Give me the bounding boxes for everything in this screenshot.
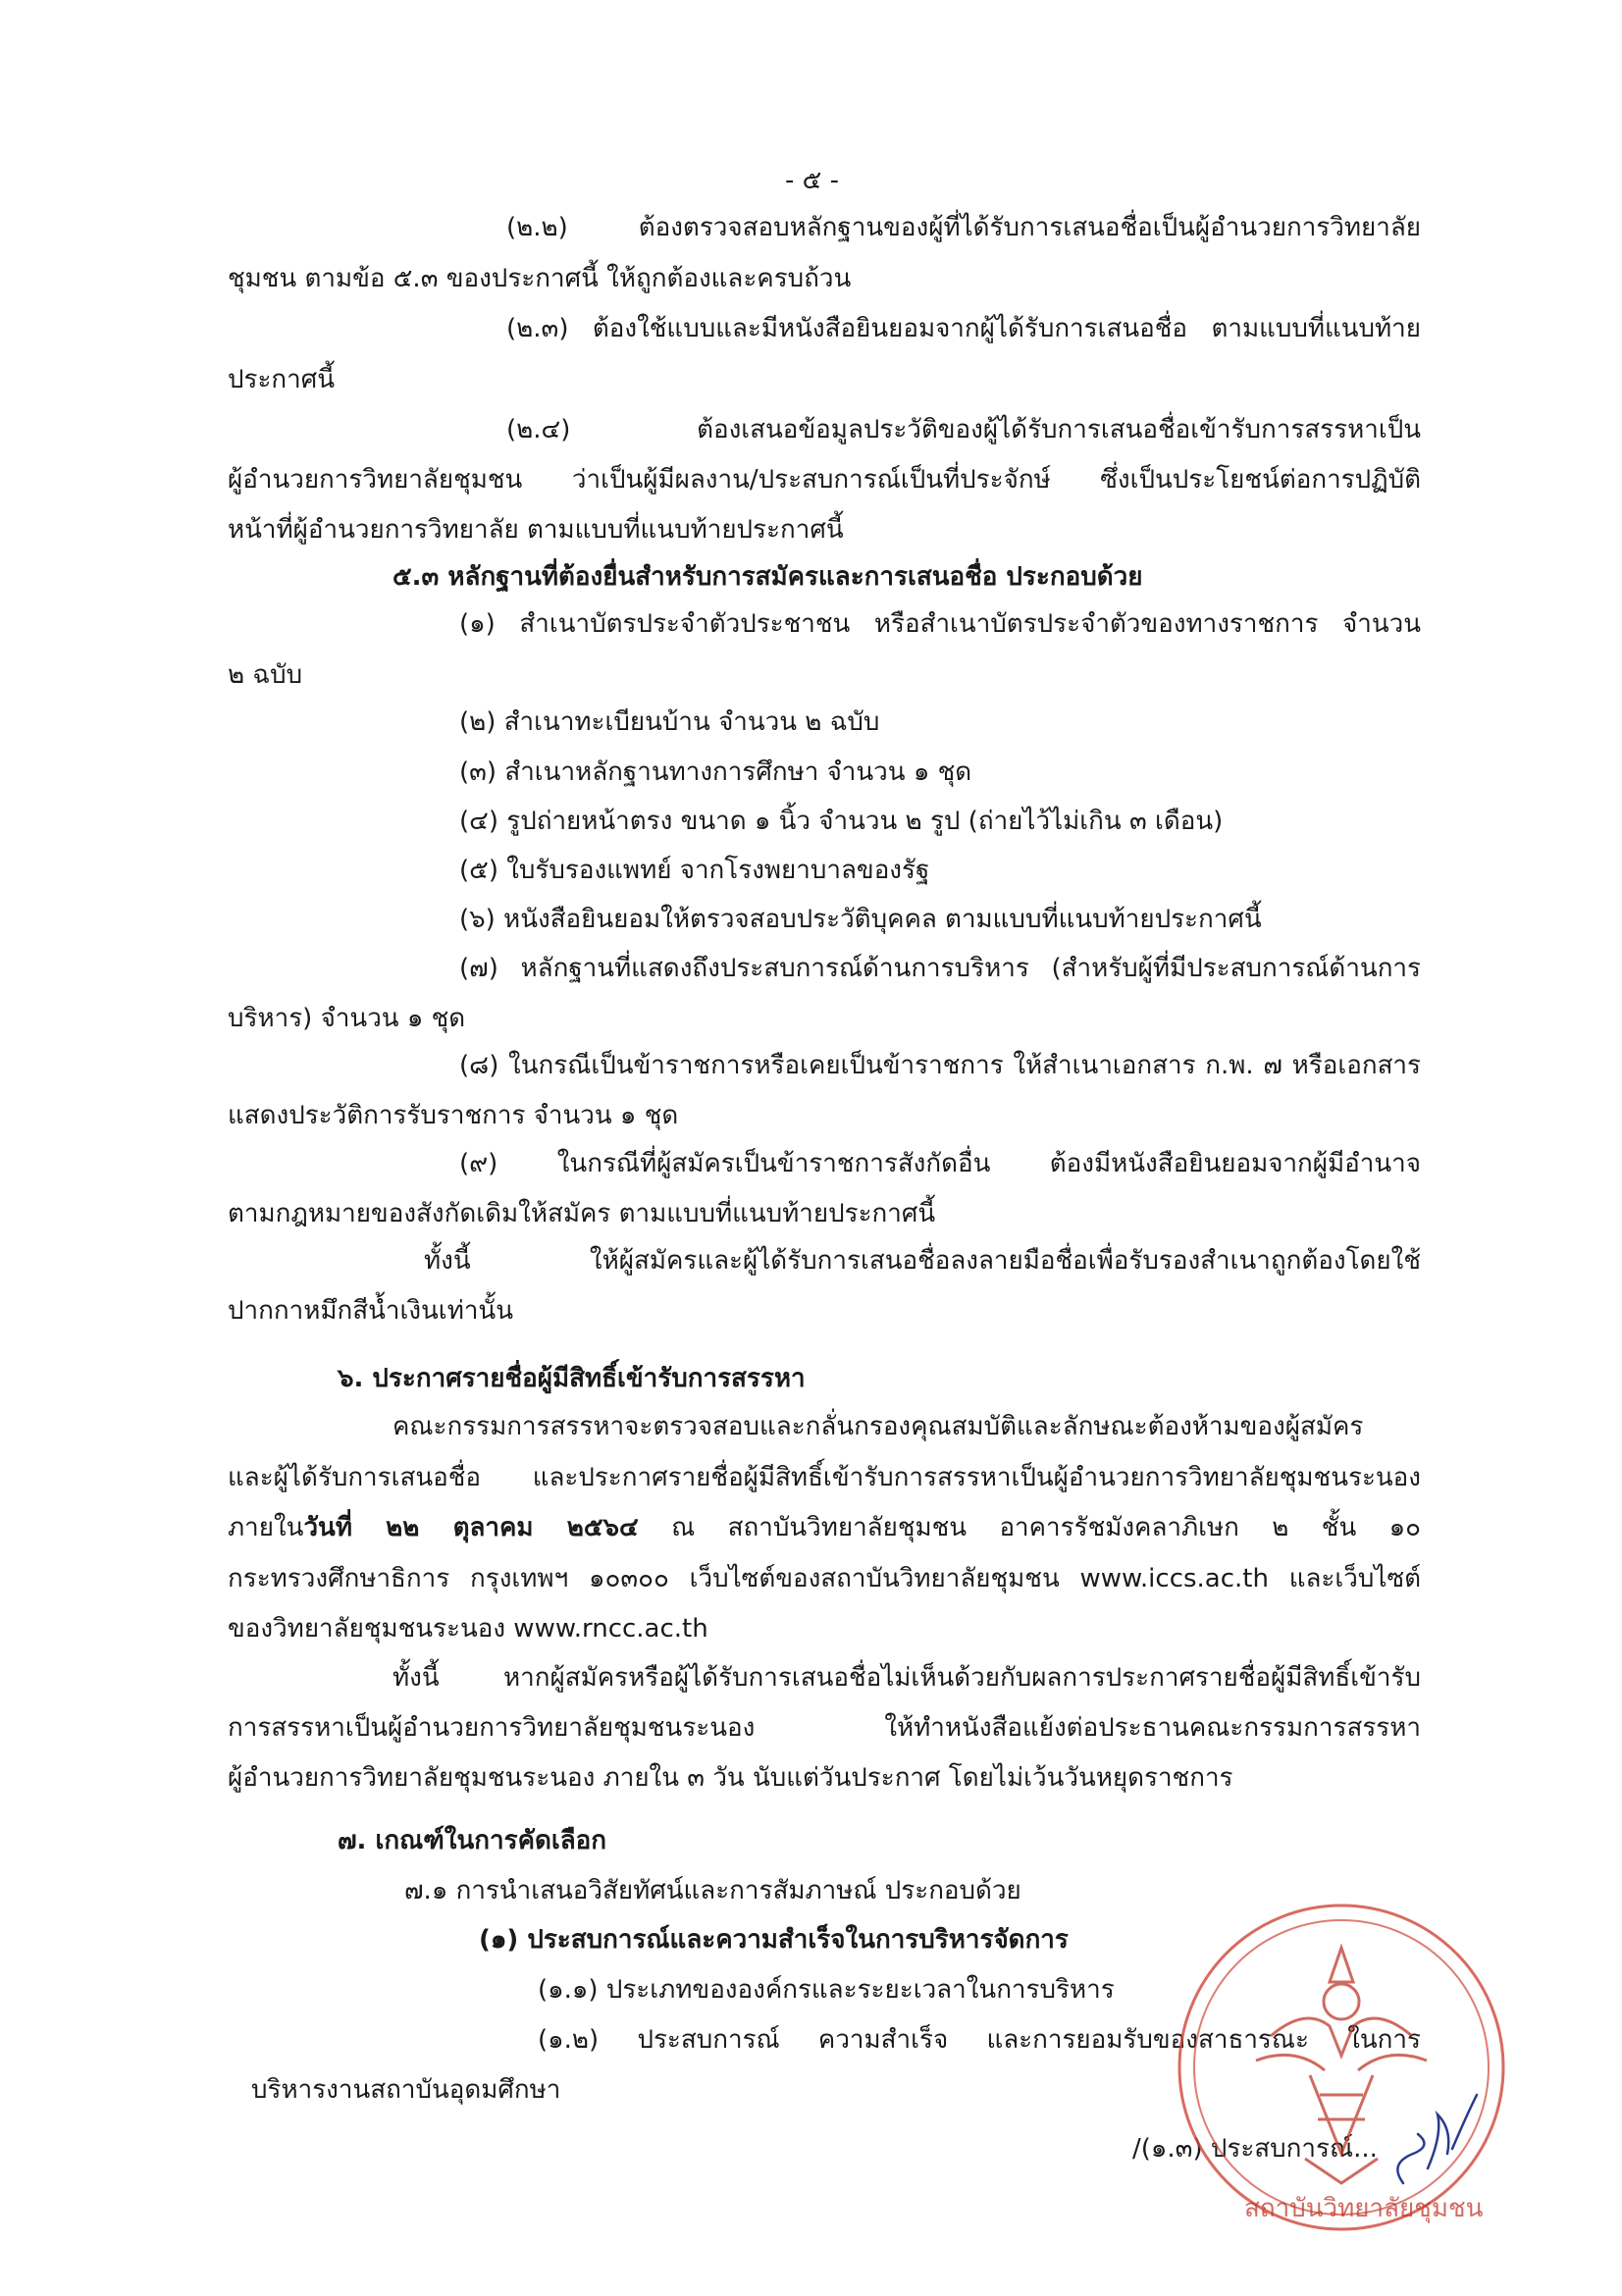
paragraph-line: (๒.๓) ต้องใช้แบบและมีหนังสือยินยอมจากผู้ได้รับการเสนอชื่อ ตามแบบที่แนบท้าย: [506, 314, 1421, 343]
list-item-continuation: แสดงประวัติการรับราชการ จำนวน ๑ ชุด: [228, 1101, 679, 1130]
paragraph-line: ของวิทยาลัยชุมชนระนอง www.rncc.ac.th: [228, 1614, 708, 1644]
list-item-continuation: ตามกฎหมายของสังกัดเดิมให้สมัคร ตามแบบที่แนบท้ายประกาศนี้: [228, 1199, 936, 1228]
text-run: ณ สถาบันวิทยาลัยชุมชน อาคารรัชมังคลาภิเษก ๒ ชั้น ๑๐: [638, 1513, 1421, 1542]
text-run: ภายใน: [228, 1513, 304, 1542]
paragraph-line: [228, 1508, 1421, 1547]
list-item: (๗) หลักฐานที่แสดงถึงประสบการณ์ด้านการบริหาร (สำหรับผู้ที่มีประสบการณ์ด้านการ: [459, 954, 1421, 983]
section-heading: ๖. ประกาศรายชื่อผู้มีสิทธิ์เข้ารับการสรรหา: [338, 1364, 806, 1393]
paragraph-line: หน้าที่ผู้อำนวยการวิทยาลัย ตามแบบที่แนบท้ายประกาศนี้: [228, 515, 844, 545]
paragraph-line: กระทรวงศึกษาธิการ กรุงเทพฯ ๑๐๓๐๐ เว็บไซต์ของสถาบันวิทยาลัยชุมชน www.iccs.ac.th และเว็บไซต์: [228, 1564, 1421, 1593]
paragraph-line: ผู้อำนวยการวิทยาลัยชุมชน ว่าเป็นผู้มีผลงาน/ประสบการณ์เป็นที่ประจักษ์ ซึ่งเป็นประโยชน์ต่อการปฏิบัติ: [228, 465, 1421, 495]
paragraph-line: (๒.๔) ต้องเสนอข้อมูลประวัติของผู้ได้รับการเสนอชื่อเข้ารับการสรรหาเป็น: [506, 415, 1421, 444]
paragraph-line: ปากกาหมึกสีน้ำเงินเท่านั้น: [228, 1296, 513, 1326]
list-item: (๙) ในกรณีที่ผู้สมัครเป็นข้าราชการสังกัดอื่น ต้องมีหนังสือยินยอมจากผู้มีอำนาจ: [459, 1149, 1421, 1178]
paragraph-line: ทั้งนี้ ให้ผู้สมัครและผู้ได้รับการเสนอชื่อลงลายมือชื่อเพื่อรับรองสำเนาถูกต้องโดยใช้: [424, 1246, 1421, 1276]
seal-label: สถาบันวิทยาลัยชุมชน: [1244, 2194, 1484, 2223]
list-item: (๑.๑) ประเภทขององค์กรและระยะเวลาในการบริหาร: [538, 1975, 1115, 2005]
list-item: (๑) สำเนาบัตรประจำตัวประชาชน หรือสำเนาบัตรประจำตัวของทางราชการ จำนวน: [459, 609, 1421, 639]
list-item: (๘) ในกรณีเป็นข้าราชการหรือเคยเป็นข้าราชการ ให้สำเนาเอกสาร ก.พ. ๗ หรือเอกสาร: [459, 1051, 1421, 1080]
paragraph-line: การสรรหาเป็นผู้อำนวยการวิทยาลัยชุมชนระนอง ให้ทำหนังสือแย้งต่อประธานคณะกรรมการสรรหา: [228, 1713, 1421, 1743]
section-heading: ๕.๓ หลักฐานที่ต้องยื่นสำหรับการสมัครและการเสนอชื่อ ประกอบด้วย: [392, 562, 1143, 592]
list-item-continuation: ๒ ฉบับ: [228, 660, 303, 690]
list-item: (๕) ใบรับรองแพทย์ จากโรงพยาบาลของรัฐ: [459, 856, 930, 885]
continuation-marker: /(๑.๓) ประสบการณ์...: [1132, 2134, 1378, 2164]
paragraph-line: ทั้งนี้ หากผู้สมัครหรือผู้ได้รับการเสนอชื่อไม่เห็นด้วยกับผลการประกาศรายชื่อผู้มีสิทธิ์เข้ารับ: [392, 1663, 1421, 1693]
paragraph-line: ประกาศนี้: [228, 365, 336, 394]
list-item: (๒) สำเนาทะเบียนบ้าน จำนวน ๒ ฉบับ: [459, 707, 880, 737]
paragraph-line: ผู้อำนวยการวิทยาลัยชุมชนระนอง ภายใน ๓ วัน นับแต่วันประกาศ โดยไม่เว้นวันหยุดราชการ: [228, 1763, 1233, 1793]
page-number: - ๕ -: [785, 166, 839, 195]
list-item: (๖) หนังสือยินยอมให้ตรวจสอบประวัติบุคคล ตามแบบที่แนบท้ายประกาศนี้: [459, 905, 1262, 934]
list-item: (๓) สำเนาหลักฐานทางการศึกษา จำนวน ๑ ชุด: [459, 757, 972, 787]
list-item-continuation: บริหารงานสถาบันอุดมศึกษา: [251, 2075, 561, 2105]
criteria-heading: (๑) ประสบการณ์และความสำเร็จในการบริหารจัดการ: [479, 1925, 1069, 1955]
paragraph-line: ชุมชน ตามข้อ ๕.๓ ของประกาศนี้ ให้ถูกต้องและครบถ้วน: [228, 264, 852, 293]
announcement-date: วันที่ ๒๒ ตุลาคม ๒๕๖๔: [303, 1513, 639, 1542]
paragraph-line: และผู้ได้รับการเสนอชื่อ และประกาศรายชื่อผู้มีสิทธิ์เข้ารับการสรรหาเป็นผู้อำนวยการวิทยาลัยชุมชนระนอง: [228, 1463, 1421, 1492]
list-item-continuation: บริหาร) จำนวน ๑ ชุด: [228, 1004, 466, 1033]
list-item: (๔) รูปถ่ายหน้าตรง ขนาด ๑ นิ้ว จำนวน ๒ รูป (ถ่ายไว้ไม่เกิน ๓ เดือน): [459, 807, 1224, 836]
subsection-heading: ๗.๑ การนำเสนอวิสัยทัศน์และการสัมภาษณ์ ประกอบด้วย: [404, 1876, 1021, 1905]
section-heading: ๗. เกณฑ์ในการคัดเลือก: [338, 1826, 607, 1855]
paragraph-line: (๒.๒) ต้องตรวจสอบหลักฐานของผู้ที่ได้รับการเสนอชื่อเป็นผู้อำนวยการวิทยาลัย: [506, 213, 1421, 242]
list-item: (๑.๒) ประสบการณ์ ความสำเร็จ และการยอมรับของสาธารณะ ในการ: [538, 2025, 1421, 2055]
paragraph-line: คณะกรรมการสรรหาจะตรวจสอบและกลั่นกรองคุณสมบัติและลักษณะต้องห้ามของผู้สมัคร: [392, 1412, 1364, 1441]
signature: [1384, 2075, 1491, 2203]
